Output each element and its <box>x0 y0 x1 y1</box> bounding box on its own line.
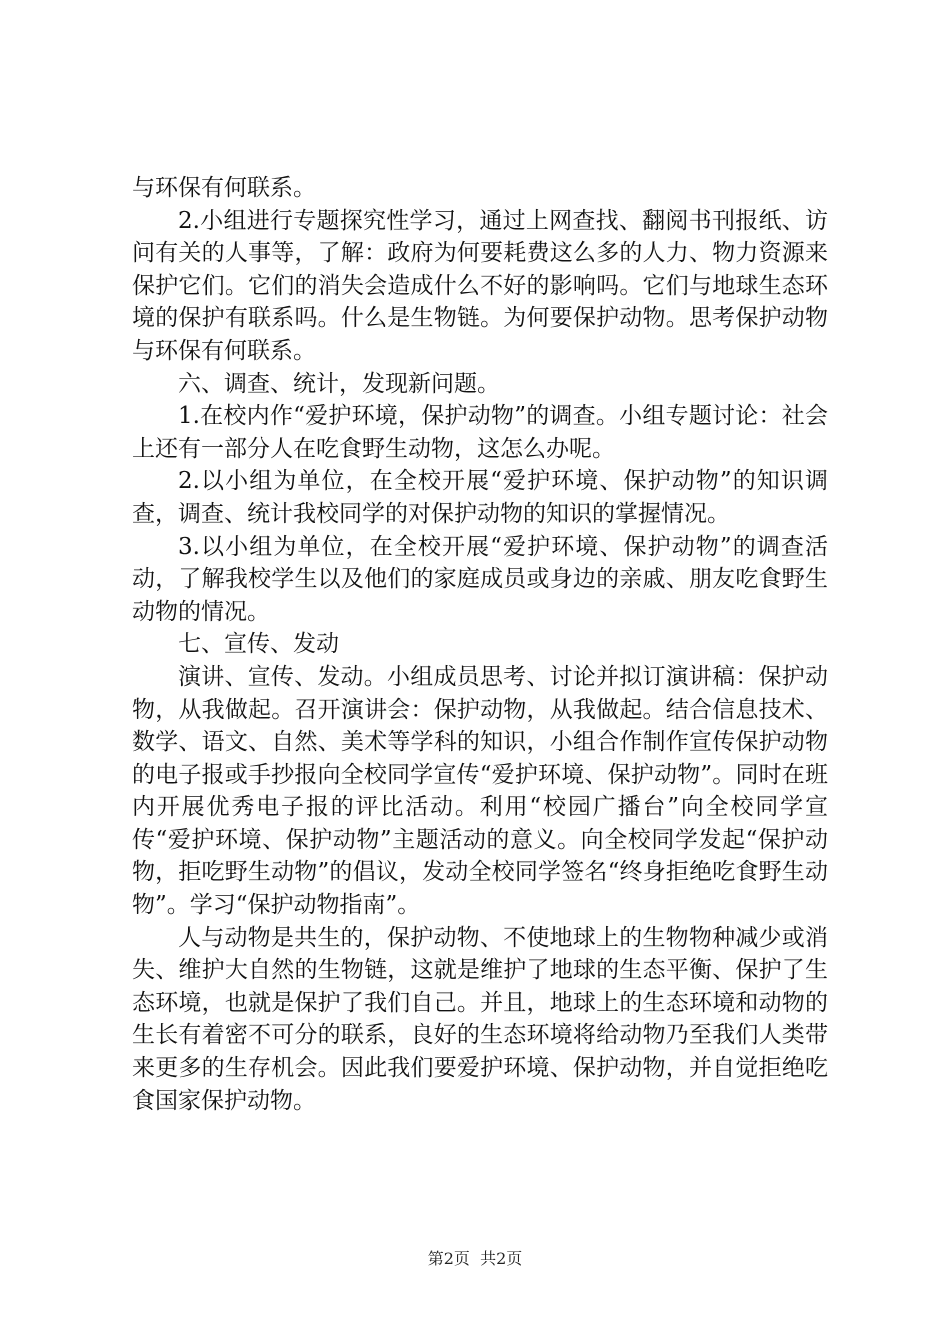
paragraph-1: 与环保有何联系。 <box>132 175 316 201</box>
paragraph-4: 1.在校内作“爱护环境，保护动物”的调查。小组专题讨论：社会上还有一部分人在吃食野生动物，这怎么办呢。 <box>132 403 828 462</box>
paragraph-6: 3.以小组为单位，在全校开展“爱护环境、保护动物”的调查活动，了解我校学生以及他们的家庭成员或身边的亲戚、朋友吃食野生动物的情况。 <box>132 533 828 625</box>
paragraph-2: 2.小组进行专题探究性学习，通过上网查找、翻阅书刊报纸、访问有关的人事等，了解：政府为何要耗费这么多的人力、物力资源来保护它们。它们的消失会造成什么不好的影响吗。它们与地球生态环境的保护有联系吗。什么是生物链。为何要保护动物。思考保护动物与环保有何联系。 <box>132 207 828 364</box>
section-heading-7: 七、宣传、发动 <box>178 631 339 658</box>
page-number: 第2页 共2页 <box>427 1249 523 1268</box>
paragraph-8: 演讲、宣传、发动。小组成员思考、讨论并拟订演讲稿：保护动物，从我做起。召开演讲会：保护动物，从我做起。结合信息技术、数学、语文、自然、美术等学科的知识，小组合作制作宣传保护动物的电子报或手抄报向全校同学宣传“爱护环境、保护动物”。同时在班内开展优秀电子报的评比活动。利用“校园广播台”向全校同学宣传“爱护环境、保护动物”主题活动的意义。向全校同学发起“保护动物，拒吃野生动物”的倡议，发动全校同学签名“终身拒绝吃食野生动物”。学习“保护动物指南”。 <box>132 663 828 919</box>
page-footer <box>0 1246 950 1269</box>
document-body <box>132 172 828 1117</box>
paragraph-9: 人与动物是共生的，保护动物、不使地球上的生物物种减少或消失、维护大自然的生物链，这就是维护了地球的生态平衡、保护了生态环境，也就是保护了我们自己。并且，地球上的生态环境和动物的生长有着密不可分的联系，良好的生态环境将给动物乃至我们人类带来更多的生存机会。因此我们要爱护环境、保护动物，并自觉拒绝吃食国家保护动物。 <box>132 924 828 1114</box>
section-heading-6: 六、调查、统计，发现新问题。 <box>178 370 500 397</box>
paragraph-5: 2.以小组为单位，在全校开展“爱护环境、保护动物”的知识调查，调查、统计我校同学的对保护动物的知识的掌握情况。 <box>132 468 828 527</box>
